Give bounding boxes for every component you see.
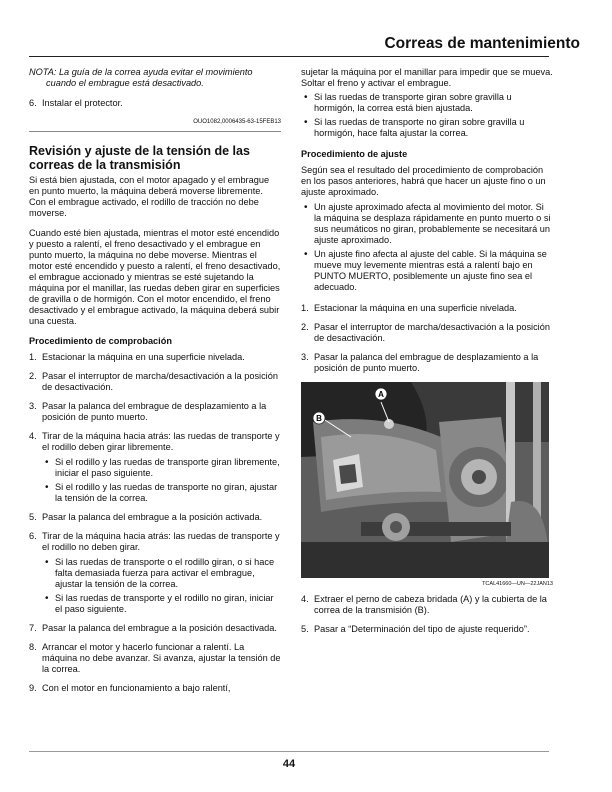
step-number: 4. xyxy=(29,431,37,441)
install-step xyxy=(29,98,281,109)
reference-code: OUO1082,0006435-63-15FEB13 xyxy=(193,119,281,125)
header-divider xyxy=(29,56,549,57)
step-item xyxy=(29,371,281,393)
machine-photo xyxy=(301,382,549,578)
step-text: Pasar el interruptor de marcha/desactivación a la posición de desactivación. xyxy=(42,371,278,392)
step-item xyxy=(29,683,281,694)
step-text: Extraer el perno de cabeza bridada (A) y la cubierta de la correa de la transmisión (B). xyxy=(314,594,547,615)
callout-a: A xyxy=(378,390,384,399)
bullet-item: • Si las ruedas de transporte o el rodillo giran, o si hace falta demasiada fuerza para activar el embrague, ajustar la tensión de la correa. xyxy=(42,557,281,590)
step-item xyxy=(29,512,281,523)
adjust-heading: Procedimiento de ajuste xyxy=(301,149,408,159)
step-text: Estacionar la máquina en una superficie nivelada. xyxy=(42,352,245,362)
procedure-heading: Procedimiento de comprobación xyxy=(29,336,172,346)
step-item xyxy=(301,322,553,344)
step-item xyxy=(29,352,281,363)
bullet-item: • Si las ruedas de transporte y el rodillo no giran, iniciar el paso siguiente. xyxy=(42,593,281,615)
step-text: Pasar a “Determinación del tipo de ajuste requerido”. xyxy=(314,624,530,634)
note-line-1: NOTA: La guía de la correa ayuda evitar el movimiento xyxy=(29,67,253,77)
step-number: 5. xyxy=(29,512,37,522)
step-text: Pasar la palanca del embrague de desplazamiento a la posición de punto muerto. xyxy=(314,352,539,373)
step-item xyxy=(29,431,281,504)
step-text: Arrancar el motor y hacerlo funcionar a ralentí. La máquina no debe avanzar. Si avanza, ajustar la tensión de la correa. xyxy=(42,642,281,674)
section-title: Revisión y ajuste de la tensión de las correas de la transmisión xyxy=(29,144,250,172)
step-text: Con el motor en funcionamiento a bajo ralentí, xyxy=(42,683,231,693)
bullet-item: • Un ajuste fino afecta al ajuste del cable. Si la máquina se mueve muy levemente mientras está a ralentí bajo en PUNTO MUERTO, posiblemente un ajuste fino sea el adecuado. xyxy=(301,249,553,293)
check-procedure-steps xyxy=(29,352,281,694)
step-item xyxy=(301,594,553,616)
step-item xyxy=(301,352,553,374)
page-number: 44 xyxy=(282,758,296,770)
step-number: 6. xyxy=(29,531,37,541)
step-number: 2. xyxy=(29,371,37,381)
bullet-item: • Si las ruedas de transporte no giran sobre gravilla u hormigón, hace falta ajustar la correa. xyxy=(301,117,553,139)
step-text: Tirar de la máquina hacia atrás: las ruedas de transporte y el rodillo deben girar libremente. xyxy=(42,431,280,452)
step-number: 6. xyxy=(29,98,37,108)
step-text: Tirar de la máquina hacia atrás: las ruedas de transporte y el rodillo no deben girar. xyxy=(42,531,280,552)
step-item xyxy=(301,303,553,314)
bullet-item: • Si el rodillo y las ruedas de transporte no giran, ajustar la tensión de la correa. xyxy=(42,482,281,504)
continuation-bullets xyxy=(301,92,553,139)
section-divider xyxy=(29,131,281,132)
install-step-list xyxy=(29,98,281,109)
adjust-paragraph: Según sea el resultado del procedimiento de comprobación en los pasos anteriores, habrá que hacer un ajuste fino o un ajuste aproximado. xyxy=(301,165,546,197)
adjust-procedure-steps-continued xyxy=(301,594,553,635)
step-bullets xyxy=(42,557,281,615)
note-line-2: cuando el embrague está desactivado. xyxy=(46,78,204,88)
step-item xyxy=(301,624,553,635)
step-item xyxy=(29,401,281,423)
photo-reference: TCAL41660—UN—22JAN13 xyxy=(482,581,553,587)
step-number: 8. xyxy=(29,642,37,652)
step-text: Instalar el protector. xyxy=(42,98,123,108)
adjust-bullets xyxy=(301,202,553,293)
step-number: 7. xyxy=(29,623,37,633)
step-text: Pasar la palanca del embrague a la posición desactivada. xyxy=(42,623,277,633)
step-number: 1. xyxy=(29,352,37,362)
step-item xyxy=(29,623,281,634)
step-item xyxy=(29,642,281,675)
paragraph-1: Si está bien ajustada, con el motor apagado y el embrague en punto muerto, la máquina deberá moverse libremente. Con el embrague activado, el rodillo de tracción no debe moverse. xyxy=(29,175,270,218)
step-text: Pasar la palanca del embrague a la posición activada. xyxy=(42,512,263,522)
step-item xyxy=(29,531,281,615)
bullet-item: • Si las ruedas de transporte giran sobre gravilla u hormigón, la correa está bien ajustada. xyxy=(301,92,553,114)
step-text: Pasar la palanca del embrague de desplazamiento a la posición de punto muerto. xyxy=(42,401,267,422)
note xyxy=(29,67,281,89)
step-text: Estacionar la máquina en una superficie nivelada. xyxy=(314,303,517,313)
step-bullets xyxy=(42,457,281,504)
step-number: 5. xyxy=(301,624,309,634)
step-number: 3. xyxy=(29,401,37,411)
bullet-item: • Si el rodillo y las ruedas de transporte giran libremente, iniciar el paso siguiente. xyxy=(42,457,281,479)
bullet-item: • Un ajuste aproximado afecta al movimiento del motor. Si la máquina se desplaza rápidamente en punto muerto o si sus neumáticos no giran, probablemente se necesitará un ajuste aproximado. xyxy=(301,202,553,246)
right-column xyxy=(301,67,553,643)
step-text: Pasar el interruptor de marcha/desactivación a la posición de desactivación. xyxy=(314,322,550,343)
continuation-text: sujetar la máquina por el manillar para impedir que se mueva. Soltar el freno y activar el embrague. xyxy=(301,67,553,88)
page-title: Correas de mantenimiento xyxy=(384,35,580,52)
step-number: 1. xyxy=(301,303,309,313)
paragraph-2: Cuando esté bien ajustada, mientras el motor esté encendido y puesto a ralentí, el freno desactivado y el embrague en punto muerto, la máquina no debe moverse. Mientras el motor esté encendido y puesto a ralentí, el freno desactivado, el embrague accionado y mientras se esté sujetando la máquina por el manillar, las ruedas deben girar en superficies de gravilla o de hormigón. Con el motor encendido, el freno desactivado y el embrague activado, la máquina deberá subir una cuesta. xyxy=(29,228,281,326)
footer-divider xyxy=(29,751,549,752)
step-number: 3. xyxy=(301,352,309,362)
step-number: 4. xyxy=(301,594,309,604)
step-number: 2. xyxy=(301,322,309,332)
adjust-procedure-steps xyxy=(301,303,553,374)
callout-b: B xyxy=(316,414,322,423)
left-column xyxy=(29,67,281,702)
step-number: 9. xyxy=(29,683,37,693)
